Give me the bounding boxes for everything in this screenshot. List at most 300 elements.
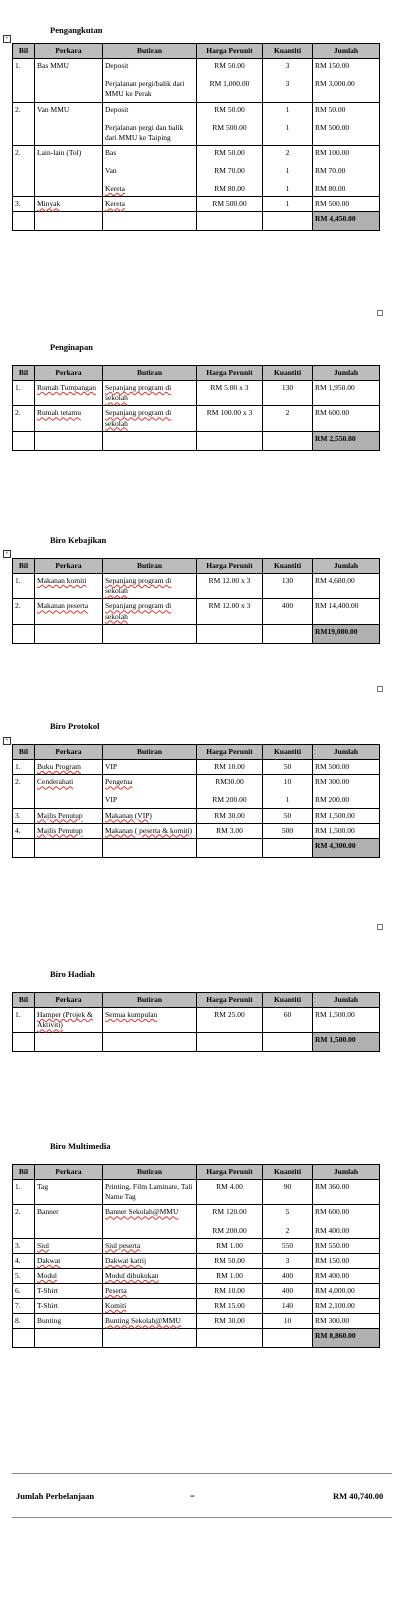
jumlah-value: RM 600.00 <box>315 1207 350 1217</box>
cell-bil <box>13 381 35 406</box>
jumlah-value: RM 400.00 <box>315 1270 350 1280</box>
butiran-value: Van <box>105 166 117 175</box>
table-row <box>13 1268 380 1283</box>
butiran-value: Kereta <box>105 199 125 209</box>
cell-kuantiti <box>263 1205 313 1238</box>
perkara-value: Modul <box>37 1270 58 1280</box>
cell-harga <box>197 1205 263 1238</box>
jumlah-value: RM 3,000.00 <box>315 79 355 89</box>
cell-kuantiti <box>263 823 313 838</box>
total-row <box>13 838 380 857</box>
kuantiti-value: 500 <box>281 825 294 835</box>
column-header-bil: Bil <box>13 745 35 760</box>
column-header-bil: Bil <box>13 993 35 1008</box>
cell-kuantiti <box>263 1284 313 1299</box>
cell-kuantiti <box>263 1253 313 1268</box>
cell-butiran <box>103 1314 197 1329</box>
jumlah-value: RM 1,500.00 <box>315 825 355 835</box>
harga-value: RM 120.00 <box>212 1207 247 1217</box>
table-row <box>13 574 380 599</box>
bil-value: 6. <box>15 1286 21 1295</box>
cell-harga <box>197 102 263 145</box>
column-header-harga: Harga Perunit <box>197 44 263 59</box>
butiran-value: Deposit <box>105 104 129 114</box>
butiran-value: Komiti <box>105 1301 127 1311</box>
empty-cell <box>103 212 197 231</box>
butiran-value: Makanan (VIP) <box>105 810 152 820</box>
harga-value: RM 500.00 <box>212 199 247 209</box>
empty-cell <box>35 838 103 857</box>
cell-bil <box>13 1008 35 1033</box>
bil-value: 1. <box>15 762 21 772</box>
cell-butiran <box>103 406 197 431</box>
grand-total-label: Jumlah Perbelanjaan <box>16 1491 95 1501</box>
jumlah-value: RM 500.00 <box>315 199 350 209</box>
jumlah-value: RM 150.00 <box>315 1255 350 1265</box>
cell-bil <box>13 808 35 823</box>
perkara-value: Banner <box>37 1207 59 1217</box>
harga-value: RM 25.00 <box>214 1010 245 1020</box>
cell-butiran <box>103 1180 197 1205</box>
jumlah-value: RM 1,950.00 <box>315 383 355 393</box>
kuantiti-value: 130 <box>281 576 294 586</box>
cell-bil <box>13 197 35 212</box>
cell-perkara <box>35 574 103 599</box>
perkara-value: Tag <box>37 1182 49 1192</box>
table-resize-handle[interactable] <box>377 686 383 692</box>
kuantiti-value: 550 <box>281 1240 294 1250</box>
empty-cell <box>197 838 263 857</box>
table-row <box>13 59 380 102</box>
bil-value: 3. <box>15 199 21 209</box>
budget-table <box>12 558 380 644</box>
kuantiti-value: 50 <box>283 762 292 772</box>
butiran-value: Bas <box>105 147 117 157</box>
jumlah-value: RM 500.00 <box>315 762 350 772</box>
butiran-value: Deposit <box>105 61 129 71</box>
kuantiti-value: 2 <box>285 408 290 418</box>
column-header-jumlah: Jumlah <box>313 745 380 760</box>
table-row <box>13 1314 380 1329</box>
empty-cell <box>13 1329 35 1348</box>
table-resize-handle[interactable] <box>377 924 383 930</box>
jumlah-value: RM 300.00 <box>315 1316 350 1326</box>
harga-value: RM 100.00 x 3 <box>206 408 253 418</box>
jumlah-value: RM 4,680.00 <box>315 576 355 586</box>
empty-cell <box>13 431 35 450</box>
section-title: Biro Kebajikan <box>50 535 107 545</box>
butiran-value: Perjalanan pergi dan balik dari MMU ke Taiping <box>105 122 184 142</box>
perkara-value: Lain-lain (Tol) <box>37 147 82 157</box>
cell-bil <box>13 59 35 102</box>
header-row <box>13 745 380 760</box>
kuantiti-value: 130 <box>281 383 294 393</box>
cell-harga <box>197 381 263 406</box>
cell-perkara <box>35 1253 103 1268</box>
kuantiti-value: 3 <box>285 1255 290 1265</box>
column-header-jumlah: Jumlah <box>313 559 380 574</box>
bil-value: 2. <box>15 777 21 787</box>
perkara-value: Rumah tetamu <box>37 408 81 418</box>
perkara-value: T-Shirt <box>37 1286 58 1295</box>
butiran-value: Sepanjang program di sekolah <box>105 408 172 428</box>
jumlah-value: RM 400.00 <box>315 1225 350 1235</box>
total-row <box>13 431 380 450</box>
butiran-value: Semua kumpulan <box>105 1010 158 1020</box>
harga-value: RM 1.00 <box>216 1270 243 1280</box>
cell-jumlah <box>313 197 380 212</box>
perkara-value: Bas MMU <box>37 61 69 71</box>
table-row <box>13 406 380 431</box>
empty-cell <box>103 624 197 643</box>
bil-value: 1. <box>15 576 21 586</box>
table-move-anchor-icon[interactable]: + <box>3 35 11 43</box>
cell-butiran <box>103 1299 197 1314</box>
kuantiti-value: 10 <box>283 1316 292 1326</box>
bil-value: 2. <box>15 147 21 157</box>
kuantiti-value: 3 <box>285 61 290 71</box>
cell-bil <box>13 1299 35 1314</box>
column-header-kuantiti: Kuantiti <box>263 1165 313 1180</box>
table-row <box>13 197 380 212</box>
cell-jumlah <box>313 760 380 775</box>
cell-kuantiti <box>263 775 313 808</box>
column-header-perkara: Perkara <box>35 993 103 1008</box>
column-header-kuantiti: Kuantiti <box>263 366 313 381</box>
cell-bil <box>13 1238 35 1253</box>
cell-kuantiti <box>263 1314 313 1329</box>
cell-perkara <box>35 760 103 775</box>
jumlah-value: RM 14,400.00 <box>315 601 359 611</box>
empty-cell <box>197 1033 263 1052</box>
harga-value: RM 80.00 <box>214 184 245 194</box>
harga-value: RM 50.00 <box>214 61 245 71</box>
jumlah-value: RM 200.00 <box>315 795 350 805</box>
cell-harga <box>197 1180 263 1205</box>
empty-cell <box>13 624 35 643</box>
kuantiti-value: 3 <box>285 79 290 89</box>
cell-kuantiti <box>263 1180 313 1205</box>
perkara-value: Van MMU <box>37 104 70 114</box>
column-header-harga: Harga Perunit <box>197 745 263 760</box>
butiran-value: VIP <box>105 762 118 772</box>
cell-harga <box>197 1299 263 1314</box>
cell-bil <box>13 1314 35 1329</box>
cell-butiran <box>103 1253 197 1268</box>
header-row <box>13 44 380 59</box>
cell-butiran <box>103 102 197 145</box>
harga-value: RM 12.00 x 3 <box>208 601 251 611</box>
column-header-perkara: Perkara <box>35 745 103 760</box>
jumlah-value: RM 300.00 <box>315 777 350 787</box>
harga-value: RM 70.00 <box>214 166 245 175</box>
cell-kuantiti <box>263 197 313 212</box>
cell-bil <box>13 1205 35 1238</box>
cell-harga <box>197 59 263 102</box>
column-header-perkara: Perkara <box>35 366 103 381</box>
section-title: Biro Hadiah <box>50 969 95 979</box>
kuantiti-value: 400 <box>281 1286 294 1295</box>
cell-perkara <box>35 1180 103 1205</box>
cell-harga <box>197 808 263 823</box>
kuantiti-value: 400 <box>281 601 294 611</box>
budget-table <box>12 365 380 451</box>
column-header-perkara: Perkara <box>35 559 103 574</box>
harga-value: RM 500.00 <box>212 122 247 132</box>
harga-value: RM 50.00 <box>214 104 245 114</box>
bil-value: 2. <box>15 408 21 418</box>
bil-value: 4. <box>15 825 21 835</box>
butiran-value: VIP <box>105 795 118 805</box>
harga-value: RM 30.00 <box>214 1316 245 1326</box>
header-row <box>13 366 380 381</box>
table-row <box>13 145 380 196</box>
empty-cell <box>263 431 313 450</box>
column-header-kuantiti: Kuantiti <box>263 44 313 59</box>
table-row <box>13 1284 380 1299</box>
empty-cell <box>263 838 313 857</box>
column-header-bil: Bil <box>13 559 35 574</box>
butiran-value: Pengetua <box>105 777 133 787</box>
table-row <box>13 102 380 145</box>
table-row <box>13 823 380 838</box>
perkara-value: Bunting <box>37 1316 62 1326</box>
table-move-anchor-icon[interactable]: + <box>3 550 11 558</box>
cell-perkara <box>35 1299 103 1314</box>
cell-harga <box>197 1253 263 1268</box>
harga-value: RM 10.00 <box>214 762 245 772</box>
section-title: Biro Multimedia <box>50 1141 111 1151</box>
butiran-value: Banner Sekolah@MMU <box>105 1207 179 1217</box>
section-title: Penginapan <box>50 342 93 352</box>
perkara-value: Rumah Tumpangan <box>37 383 96 393</box>
butiran-value: Perjalanan pergi/balik dari MMU ke Perak <box>105 79 185 99</box>
butiran-value: Sepanjang program di sekolah <box>105 383 172 403</box>
cell-harga <box>197 197 263 212</box>
empty-cell <box>263 212 313 231</box>
jumlah-value: RM 1,500.00 <box>315 1010 355 1020</box>
bil-value: 2. <box>15 601 21 611</box>
cell-harga <box>197 1268 263 1283</box>
bil-value: 4. <box>15 1255 21 1265</box>
butiran-value: Modul dibukukan <box>105 1270 159 1280</box>
column-header-butiran: Butiran <box>103 559 197 574</box>
kuantiti-value: 2 <box>285 1225 290 1235</box>
perkara-value: Siul <box>37 1240 50 1250</box>
column-header-bil: Bil <box>13 366 35 381</box>
butiran-value: Printing, Film Laminate, Tali Name Tag <box>105 1182 193 1202</box>
butiran-value: Bunting Sekolah@MMU <box>105 1316 181 1326</box>
bil-value: 8. <box>15 1316 21 1326</box>
cell-butiran <box>103 381 197 406</box>
cell-jumlah <box>313 808 380 823</box>
cell-jumlah <box>313 1284 380 1299</box>
column-header-harga: Harga Perunit <box>197 1165 263 1180</box>
cell-butiran <box>103 808 197 823</box>
table-row <box>13 775 380 808</box>
cell-kuantiti <box>263 599 313 624</box>
empty-cell <box>35 1329 103 1348</box>
table-row <box>13 381 380 406</box>
cell-perkara <box>35 1284 103 1299</box>
empty-cell <box>197 1329 263 1348</box>
section-title: Biro Protokol <box>50 721 100 731</box>
bil-value: 3. <box>15 1240 21 1250</box>
harga-value: RM 3.00 <box>216 825 243 835</box>
cell-kuantiti <box>263 59 313 102</box>
perkara-value: T-Shirt <box>37 1301 58 1311</box>
butiran-value: Siul peserta <box>105 1240 141 1250</box>
column-header-perkara: Perkara <box>35 44 103 59</box>
column-header-butiran: Butiran <box>103 44 197 59</box>
section-total: RM 1,500.00 <box>313 1033 380 1052</box>
cell-bil <box>13 1180 35 1205</box>
column-header-harga: Harga Perunit <box>197 366 263 381</box>
bil-value: 1. <box>15 1010 21 1020</box>
bil-value: 5. <box>15 1270 21 1280</box>
cell-jumlah <box>313 145 380 196</box>
cell-kuantiti <box>263 760 313 775</box>
table-resize-handle[interactable] <box>377 310 383 316</box>
butiran-value: Sepanjang program di sekolah <box>105 601 172 621</box>
harga-value: RM 4.00 <box>216 1182 243 1192</box>
cell-perkara <box>35 775 103 808</box>
cell-jumlah <box>313 1238 380 1253</box>
cell-jumlah <box>313 775 380 808</box>
cell-jumlah <box>313 1205 380 1238</box>
table-row <box>13 1180 380 1205</box>
column-header-harga: Harga Perunit <box>197 993 263 1008</box>
divider <box>12 1473 392 1474</box>
column-header-jumlah: Jumlah <box>313 366 380 381</box>
table-move-anchor-icon[interactable]: + <box>3 737 11 745</box>
cell-kuantiti <box>263 406 313 431</box>
kuantiti-value: 50 <box>283 810 292 820</box>
cell-bil <box>13 599 35 624</box>
cell-butiran <box>103 145 197 196</box>
jumlah-value: RM 50.00 <box>315 104 346 114</box>
harga-value: RM 50.00 <box>214 147 245 157</box>
kuantiti-value: 140 <box>281 1301 294 1311</box>
jumlah-value: RM 150.00 <box>315 61 350 71</box>
cell-bil <box>13 1253 35 1268</box>
kuantiti-value: 1 <box>285 166 290 175</box>
cell-harga <box>197 775 263 808</box>
cell-jumlah <box>313 406 380 431</box>
cell-perkara <box>35 59 103 102</box>
empty-cell <box>263 624 313 643</box>
column-header-butiran: Butiran <box>103 745 197 760</box>
harga-value: RM 30.00 <box>214 810 245 820</box>
empty-cell <box>13 1033 35 1052</box>
budget-table <box>12 1164 380 1348</box>
budget-table <box>12 744 380 858</box>
table-row <box>13 599 380 624</box>
kuantiti-value: 400 <box>281 1270 294 1280</box>
harga-value: RM30.00 <box>215 777 244 787</box>
perkara-value: Majlis Penutup <box>37 825 83 835</box>
cell-butiran <box>103 574 197 599</box>
kuantiti-value: 2 <box>285 147 290 157</box>
butiran-value: Kereta <box>105 184 125 194</box>
cell-harga <box>197 1314 263 1329</box>
jumlah-value: RM 100.00 <box>315 147 350 157</box>
cell-kuantiti <box>263 1238 313 1253</box>
empty-cell <box>197 212 263 231</box>
cell-butiran <box>103 197 197 212</box>
table-row <box>13 1238 380 1253</box>
total-row <box>13 212 380 231</box>
harga-value: RM 50.00 <box>214 1255 245 1265</box>
cell-jumlah <box>313 1268 380 1283</box>
jumlah-value: RM 500.00 <box>315 122 350 132</box>
bil-value: 1. <box>15 61 21 71</box>
harga-value: RM 5.00 x 3 <box>210 383 249 393</box>
column-header-jumlah: Jumlah <box>313 44 380 59</box>
column-header-perkara: Perkara <box>35 1165 103 1180</box>
budget-table <box>12 992 380 1052</box>
cell-bil <box>13 406 35 431</box>
cell-perkara <box>35 197 103 212</box>
cell-harga <box>197 1008 263 1033</box>
equals-sign: = <box>190 1491 195 1501</box>
butiran-value: Dakwat katrij <box>105 1255 147 1265</box>
cell-bil <box>13 145 35 196</box>
grand-total-value: RM 40,740.00 <box>333 1491 384 1501</box>
cell-butiran <box>103 760 197 775</box>
empty-cell <box>35 212 103 231</box>
empty-cell <box>35 1033 103 1052</box>
jumlah-value: RM 2,100.00 <box>315 1301 355 1311</box>
cell-perkara <box>35 406 103 431</box>
jumlah-value: RM 1,500.00 <box>315 810 355 820</box>
cell-butiran <box>103 599 197 624</box>
column-header-kuantiti: Kuantiti <box>263 993 313 1008</box>
section-total: RM 2,550.00 <box>313 431 380 450</box>
column-header-butiran: Butiran <box>103 1165 197 1180</box>
harga-value: RM 200.00 <box>212 1225 247 1235</box>
cell-bil <box>13 574 35 599</box>
kuantiti-value: 10 <box>283 777 292 787</box>
butiran-value: Makanan ( peserta & komiti) <box>105 825 193 835</box>
cell-jumlah <box>313 1180 380 1205</box>
butiran-value: Peserta <box>105 1286 127 1295</box>
section-total: RM19,080.00 <box>313 624 380 643</box>
jumlah-value: RM 550.00 <box>315 1240 350 1250</box>
cell-bil <box>13 823 35 838</box>
total-row <box>13 1033 380 1052</box>
cell-jumlah <box>313 823 380 838</box>
jumlah-value: RM 80.00 <box>315 184 346 194</box>
table-row <box>13 760 380 775</box>
bil-value: 3. <box>15 810 21 820</box>
cell-kuantiti <box>263 1008 313 1033</box>
kuantiti-value: 90 <box>283 1182 292 1192</box>
cell-perkara <box>35 1238 103 1253</box>
kuantiti-value: 1 <box>285 122 290 132</box>
perkara-value: Majlis Penutup <box>37 810 83 820</box>
perkara-value: Buku Program <box>37 762 81 772</box>
header-row <box>13 1165 380 1180</box>
cell-perkara <box>35 102 103 145</box>
cell-kuantiti <box>263 381 313 406</box>
column-header-harga: Harga Perunit <box>197 559 263 574</box>
cell-jumlah <box>313 1008 380 1033</box>
cell-harga <box>197 574 263 599</box>
harga-value: RM 1,000.00 <box>209 79 250 89</box>
empty-cell <box>35 431 103 450</box>
jumlah-value: RM 600.00 <box>315 408 350 418</box>
